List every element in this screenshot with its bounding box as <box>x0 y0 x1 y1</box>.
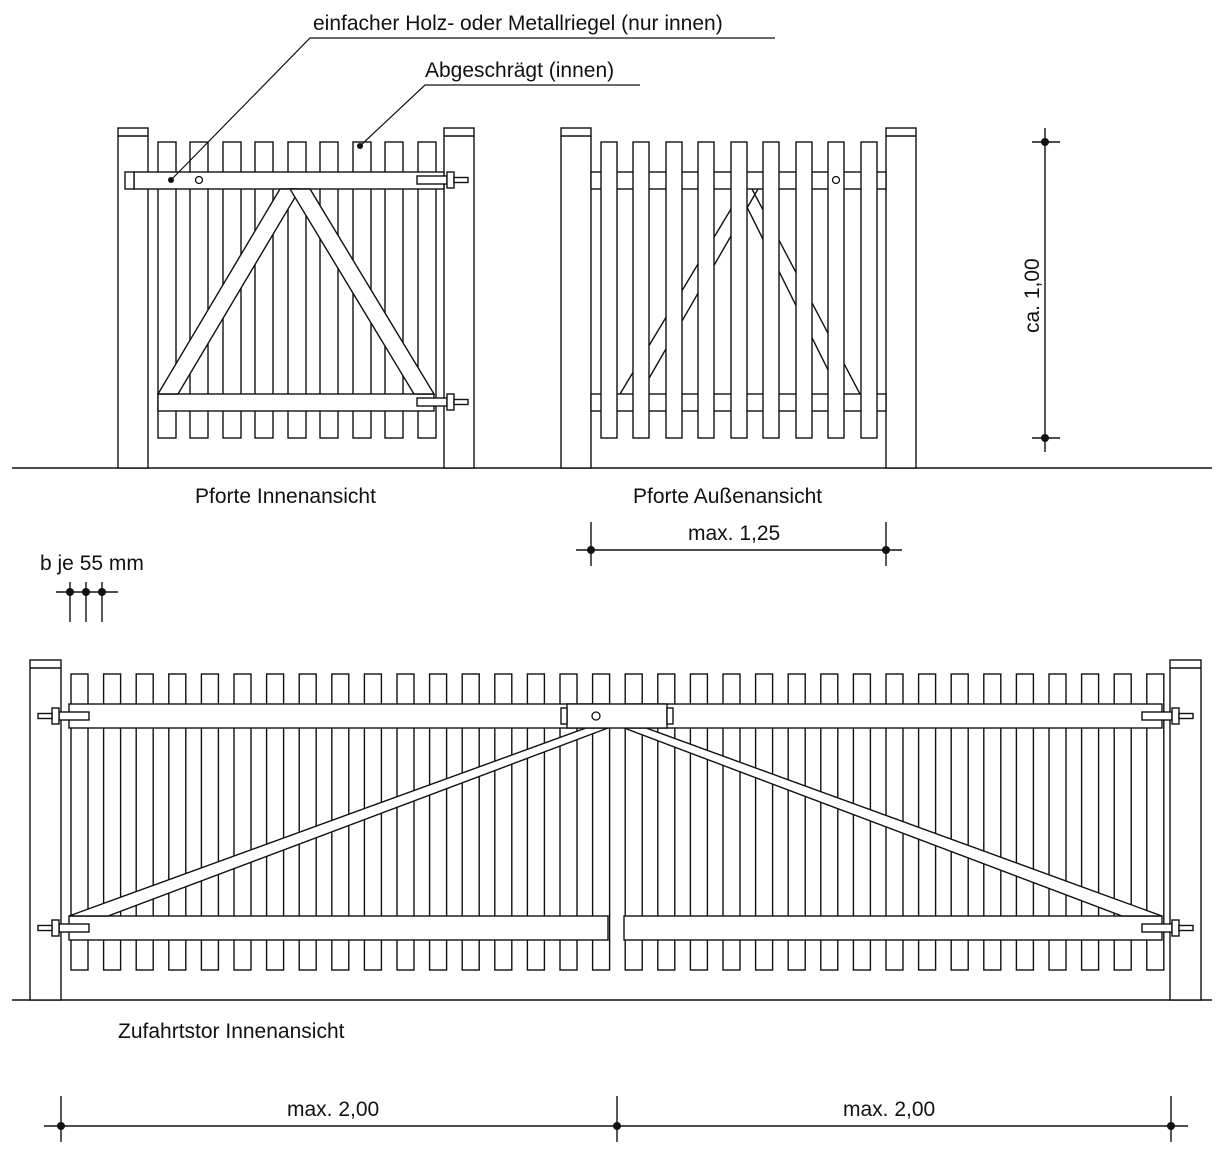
drive-hinge-left-bottom-knuckle <box>52 920 59 936</box>
gate-outer-picket-6 <box>763 142 779 438</box>
label-pforte-innen: Pforte Innenansicht <box>195 485 376 508</box>
dim-drive-width-dot-1 <box>57 1122 65 1130</box>
dim-height-dot-bottom <box>1041 434 1049 442</box>
drive-center-latch-bolt <box>592 712 600 720</box>
gate-outer-picket-5 <box>731 142 747 438</box>
gate-outer-picket-4 <box>698 142 714 438</box>
gate-outer-picket-8 <box>828 142 844 438</box>
dim-picket-width-dot-1 <box>66 588 74 596</box>
drive-hinge-left-top-strap <box>59 712 89 720</box>
drive-hinge-left-bottom-strap <box>59 924 89 932</box>
gate-inner-hinge-top-strap <box>417 176 447 184</box>
dim-drive-width-dot-2 <box>613 1122 621 1130</box>
drive-right-top-rail <box>624 704 1162 728</box>
label-hoehe: ca. 1,00 <box>1021 258 1044 333</box>
label-breite-pforte: max. 1,25 <box>688 522 781 545</box>
drive-left-top-rail <box>69 704 608 728</box>
drive-right-bottom-rail <box>624 916 1162 940</box>
gate-outer-post-right <box>886 128 916 468</box>
dim-pforte-width-dot-right <box>882 546 890 554</box>
drive-hinge-left-top-pin <box>38 714 52 719</box>
leader-line-abgeschraegt <box>360 85 640 146</box>
drive-hinge-right-bottom-strap <box>1142 924 1172 932</box>
gate-outer-view <box>561 128 916 468</box>
gate-inner-hinge-bottom-strap <box>417 398 447 406</box>
label-lattenbreite: b je 55 mm <box>40 552 144 575</box>
gate-outer-post-left <box>561 128 591 468</box>
dim-height-dot-top <box>1041 138 1049 146</box>
gate-inner-latch-bolt <box>196 177 203 184</box>
dim-picket-width-dot-3 <box>98 588 106 596</box>
gate-outer-picket-9 <box>861 142 877 438</box>
label-pforte-aussen: Pforte Außenansicht <box>633 485 823 508</box>
leader-dot-riegel <box>168 177 174 183</box>
gate-outer-picket-3 <box>666 142 682 438</box>
dim-pforte-width-dot-left <box>587 546 595 554</box>
gate-inner-hinge-top-knuckle <box>447 172 454 188</box>
drive-left-bottom-rail <box>69 916 608 940</box>
drive-hinge-right-bottom-pin <box>1179 926 1193 931</box>
label-breite-links: max. 2,00 <box>287 1098 380 1121</box>
gate-inner-bottom-rail <box>158 394 434 411</box>
gate-inner-top-rail <box>134 172 444 189</box>
drive-center-latch-bar <box>567 704 667 728</box>
drive-hinge-left-bottom-pin <box>38 926 52 931</box>
drive-hinge-left-top-knuckle <box>52 708 59 724</box>
drive-center-latch-end-right <box>667 708 673 724</box>
gate-outer-picket-1 <box>601 142 617 438</box>
label-breite-rechts: max. 2,00 <box>843 1098 936 1121</box>
leader-dot-abgeschraegt <box>357 143 363 149</box>
gate-outer-latch-bolt <box>833 177 840 184</box>
dim-picket-width-dot-2 <box>82 588 90 596</box>
drive-center-latch-end-left <box>561 708 567 724</box>
dim-drive-width-dot-3 <box>1167 1122 1175 1130</box>
gate-outer-picket-2 <box>633 142 649 438</box>
gate-outer-picket-7 <box>796 142 812 438</box>
gate-outer-brace-right-edge-1 <box>738 189 840 394</box>
label-abgeschraegt: Abgeschrägt (innen) <box>425 59 615 82</box>
drive-hinge-right-top-knuckle <box>1172 708 1179 724</box>
label-riegel: einfacher Holz- oder Metallriegel (nur innen) <box>313 12 723 35</box>
drive-hinge-right-top-strap <box>1142 712 1172 720</box>
drive-hinge-right-top-pin <box>1179 714 1193 719</box>
drive-hinge-right-bottom-knuckle <box>1172 920 1179 936</box>
gate-inner-hinge-bottom-knuckle <box>447 394 454 410</box>
gate-inner-latch-end <box>125 172 134 189</box>
gate-inner-hinge-top-pin <box>454 178 468 183</box>
label-zufahrtstor: Zufahrtstor Innenansicht <box>118 1020 345 1043</box>
gate-inner-hinge-bottom-pin <box>454 400 468 405</box>
driveway-gate-inner-view <box>30 660 1201 1000</box>
